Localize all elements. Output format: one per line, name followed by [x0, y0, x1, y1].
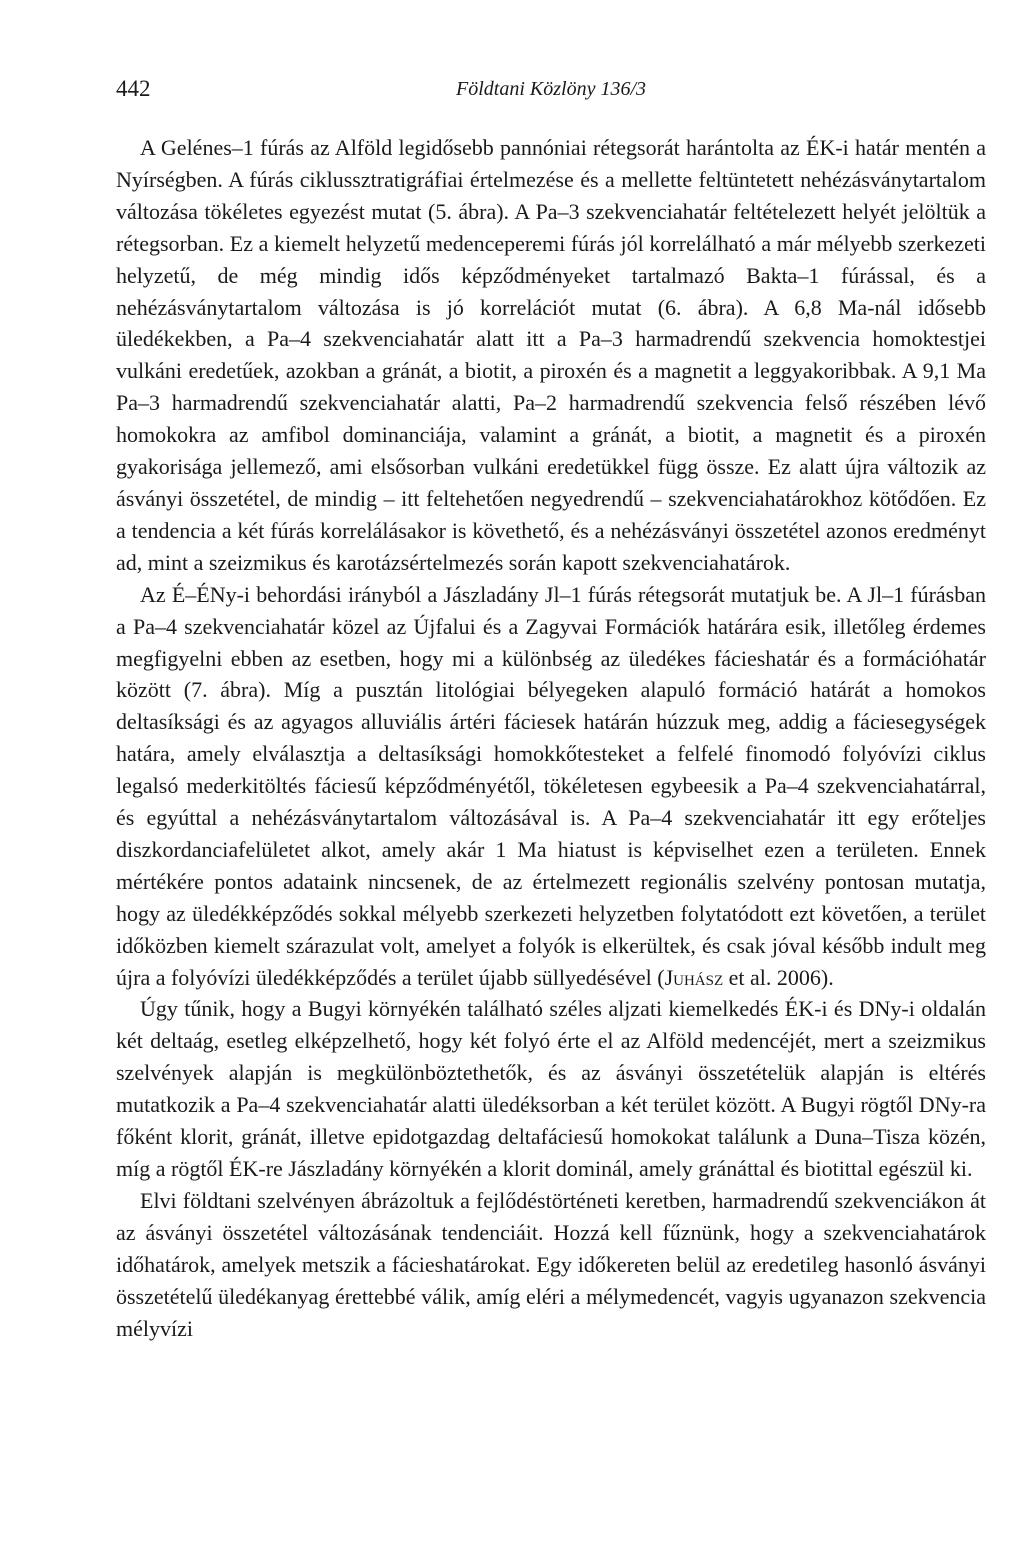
paragraph-1 — [116, 132, 986, 579]
journal-title: Földtani Közlöny 136/3 — [456, 78, 646, 100]
page — [116, 70, 986, 1344]
text-segment: Elvi földtani szelvényen ábrázoltuk a fejlődéstörténeti keretben, harmadrendű szekvenciákon át az ásványi összetétel változásának tendenciáit. Hozzá kell fűznünk, hogy a szekvenciahatárok időhatárok, amelyek metszik a fácieshatárokat. Egy időkereten belül az eredetileg hasonló ásványi összetételű üledékanyag érettebbé válik, amíg eléri a mélymedencét, vagyis ugyanazon szekvencia mélyvízi — [116, 1187, 986, 1341]
citation-author: Juhász — [664, 964, 724, 990]
text-segment: ). A Pa–3 szekvenciahatár feltételezett helyét jelöltük a rétegsorban. Ez a kiemelt helyzetű medenceperemi fúrás jól korrelálható a már mélyebb szerkezeti helyzetű, de még mindig idős képződményeket tartalmazó Bakta–1 fúrással, és a nehézásványtartalom változása is jó korrelációt mutat ( — [116, 198, 986, 320]
paragraph-4 — [116, 1185, 986, 1345]
paragraph-2 — [116, 579, 986, 994]
figure-reference: 6. ábra — [665, 294, 736, 320]
paragraph-3 — [116, 993, 986, 1184]
text-segment: A Gelénes–1 fúrás az Alföld legidősebb pannóniai rétegsorát harántolta az ÉK-i határ mentén a Nyírségben. A fúrás ciklussztratigráfiai értelmezése és a mellette feltüntetett nehézásványtartalom változása tökéletes egyezést mutat ( — [116, 135, 986, 224]
page-number: 442 — [116, 76, 151, 101]
body-text — [116, 132, 986, 1344]
text-segment: ). A 6,8 Ma-nál idősebb üledékekben, a Pa–4 szekvenciahatár alatt itt a Pa–3 harmadrendű szekvencia homoktestjei vulkáni eredetűek, azokban a gránát, a biotit, a piroxén és a magnetit a leggyakoribbak. A 9,1 Ma Pa–3 harmadrendű szekvenciahatár alatti, Pa–2 harmadrendű szekvencia felső részében lévő homokokra az amfibol dominanciája, valamint a gránát, a biotit, a magnetit és a piroxén gyakorisága jellemező, ami elsősorban vulkáni eredetükkel függ össze. Ez alatt újra változik az ásványi összetétel, de mindig – itt feltehetően negyedrendű – szekvenciahatárokhoz kötődően. Ez a tendencia a két fúrás korrelálásakor is követhető, és a nehézásványi összetétel azonos eredményt ad, mint a szeizmikus és karotázsértelmezés során kapott szekvenciahatárok. — [116, 294, 987, 575]
text-segment: ). Míg a pusztán litológiai bélyegeken alapuló formáció határát a homokos deltasíksági és az agyagos alluviális ártéri fáciesek határán húzzuk meg, addig a fáciesegységek határa, amely elválasztja a deltasíksági homokkőtesteket a felfelé finomodó folyóvízi ciklus legalsó mederkitöltés fáciesű képződményétől, tökéletesen egybeesik a Pa–4 szekvenciahatárral, és egyúttal a nehézásványtartalom változásával is. A Pa–4 szekvenciahatár itt egy erőteljes diszkordanciafelületet alkot, amely akár 1 Ma hiatust is képviselhet ezen a területen. Ennek mértékére pontos adataink nincsenek, de az értelmezett regionális szelvény pontosan mutatja, hogy az üledékképződés sokkal mélyebb szerkezeti helyzetben folytatódott ezt követően, a terület időközben kiemelt szárazulat volt, amelyet a folyók is elkerültek, és csak jóval később indult meg újra a folyóvízi üledékképződés a terület újabb süllyedésével ( — [116, 677, 986, 990]
running-head — [116, 70, 986, 110]
text-segment: Úgy tűnik, hogy a Bugyi környékén található széles aljzati kiemelkedés ÉK-i és DNy-i oldalán két deltaág, esetleg elképzelhető, hogy két folyó érte el az Alföld medencéjét, mert a szeizmikus szelvények alapján is megkülönböztethetők, és az ásványi összetételük alapján is eltérés mutatkozik a Pa–4 szekvenciahatár alatti üledéksorban a két terület között. A Bugyi rögtől DNy-ra főként klorit, gránát, illetve epidotgazdag deltafáciesű homokokat találunk a Duna–Tisza közén, míg a rögtől ÉK-re Jászladány környékén a klorit dominál, amely gránáttal és biotittal egészül ki. — [116, 996, 986, 1181]
text-segment: et al. 2006). — [723, 964, 834, 990]
figure-reference: 5. ábra — [435, 198, 497, 224]
text-segment: Az É–ÉNy-i behordási irányból a Jászladány Jl–1 fúrás rétegsorát mutatjuk be. A Jl–1 fúrásban a Pa–4 szekvenciahatár közel az Újfalui és a Zagyvai Formációk határára esik, illetőleg érdemes megfigyelni ebben az esetben, hogy mi a különbség az üledékes fácieshatár és a formációhatár között ( — [116, 581, 986, 703]
figure-reference: 7. ábra — [191, 677, 259, 703]
